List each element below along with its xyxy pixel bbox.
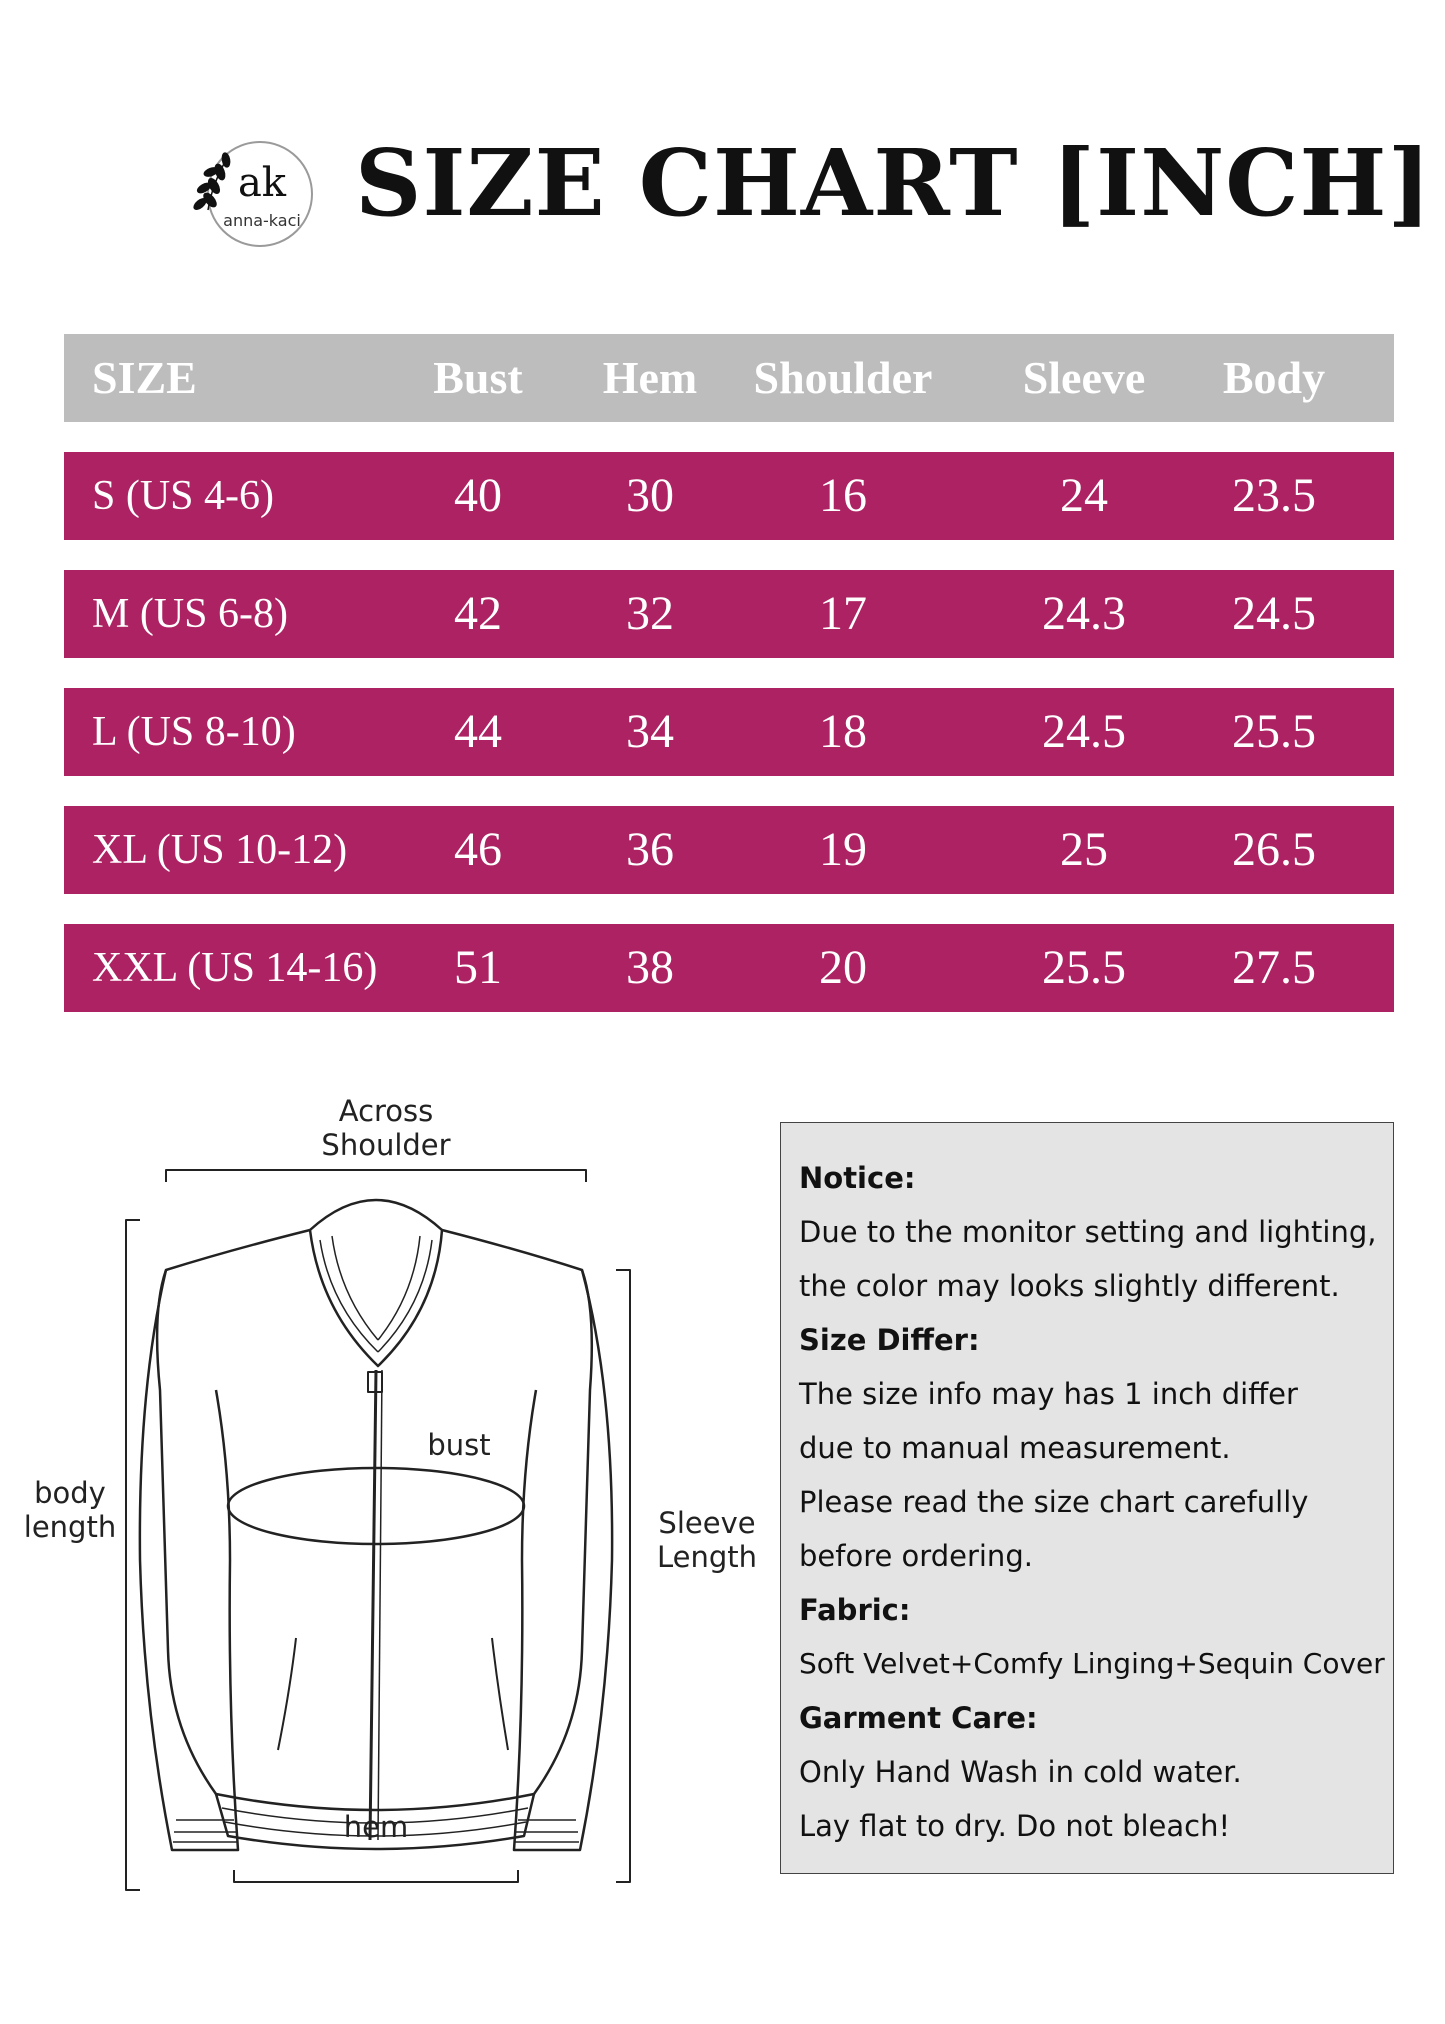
header-sleeve: Sleeve [1022, 352, 1146, 403]
across-shoulder-line1: Across [338, 1094, 434, 1128]
hem-label: hem [343, 1810, 409, 1844]
header-bust: Bust [433, 352, 523, 403]
garment-care-text: Lay flat to dry. Do not bleach! [799, 1809, 1231, 1843]
cell-shoulder: 16 [819, 469, 867, 522]
cell-size: M (US 6-8) [92, 591, 288, 637]
across-shoulder-line2: Shoulder [321, 1128, 451, 1162]
garment-care-text: Only Hand Wash in cold water. [799, 1755, 1242, 1789]
body-length-label [22, 1476, 118, 1544]
cell-body: 27.5 [1232, 941, 1316, 994]
notice-text: Due to the monitor setting and lighting, [799, 1215, 1377, 1249]
cell-bust: 44 [454, 705, 502, 758]
size-differ-text: due to manual measurement. [799, 1431, 1231, 1465]
header-shoulder: Shoulder [753, 352, 933, 403]
size-differ-text: The size info may has 1 inch differ [799, 1377, 1298, 1411]
header-size: SIZE [92, 352, 197, 403]
cell-size: XXL (US 14-16) [92, 945, 378, 991]
sleeve-length-line1: Sleeve [658, 1506, 756, 1540]
jacket-illustration [20, 1090, 780, 1910]
bust-label: bust [427, 1428, 491, 1462]
cell-hem: 30 [626, 469, 674, 522]
body-length-line1: body [34, 1476, 106, 1510]
table-header-row [64, 334, 1394, 422]
cell-body: 25.5 [1232, 705, 1316, 758]
cell-bust: 42 [454, 587, 502, 640]
cell-bust: 51 [454, 941, 502, 994]
leaf-icon [192, 152, 230, 211]
size-differ-heading: Size Differ: [799, 1323, 980, 1357]
cell-bust: 46 [454, 823, 502, 876]
cell-hem: 34 [626, 705, 674, 758]
cell-sleeve: 24.3 [1042, 587, 1126, 640]
body-length-line2: length [23, 1510, 117, 1544]
jacket-diagram [20, 1090, 780, 1910]
cell-shoulder: 18 [819, 705, 867, 758]
table-row [64, 452, 1394, 540]
cell-shoulder: 17 [819, 587, 867, 640]
size-table [64, 334, 1394, 1042]
size-differ-text: before ordering. [799, 1539, 1033, 1573]
cell-body: 24.5 [1232, 587, 1316, 640]
header [0, 120, 1445, 260]
cell-shoulder: 20 [819, 941, 867, 994]
table-row [64, 688, 1394, 776]
cell-size: S (US 4-6) [92, 473, 275, 519]
cell-hem: 38 [626, 941, 674, 994]
header-body: Body [1222, 352, 1326, 403]
cell-sleeve: 25 [1060, 823, 1108, 876]
fabric-text: Soft Velvet+Comfy Linging+Sequin Cover [799, 1647, 1385, 1680]
cell-body: 26.5 [1232, 823, 1316, 876]
across-shoulder-label [296, 1094, 476, 1162]
cell-sleeve: 24.5 [1042, 705, 1126, 758]
cell-size: L (US 8-10) [92, 709, 296, 755]
notice-heading: Notice: [799, 1161, 916, 1195]
header-hem: Hem [602, 352, 698, 403]
cell-hem: 32 [626, 587, 674, 640]
table-row [64, 924, 1394, 1012]
cell-size: XL (US 10-12) [92, 827, 348, 873]
size-differ-text: Please read the size chart carefully [799, 1485, 1309, 1519]
brand-monogram: ak [237, 160, 287, 206]
cell-sleeve: 24 [1060, 469, 1108, 522]
page-title: SIZE CHART [INCH] [355, 129, 1432, 237]
cell-shoulder: 19 [819, 823, 867, 876]
fabric-heading: Fabric: [799, 1593, 911, 1627]
table-row [64, 806, 1394, 894]
notice-text: the color may looks slightly different. [799, 1269, 1340, 1303]
cell-bust: 40 [454, 469, 502, 522]
brand-name: anna-kaci [223, 211, 301, 230]
cell-hem: 36 [626, 823, 674, 876]
cell-sleeve: 25.5 [1042, 941, 1126, 994]
brand-logo [178, 130, 328, 260]
cell-body: 23.5 [1232, 469, 1316, 522]
sleeve-length-label [642, 1506, 772, 1574]
sleeve-length-line2: Length [656, 1540, 758, 1574]
garment-care-heading: Garment Care: [799, 1701, 1038, 1735]
notice-box [780, 1122, 1394, 1874]
table-row [64, 570, 1394, 658]
